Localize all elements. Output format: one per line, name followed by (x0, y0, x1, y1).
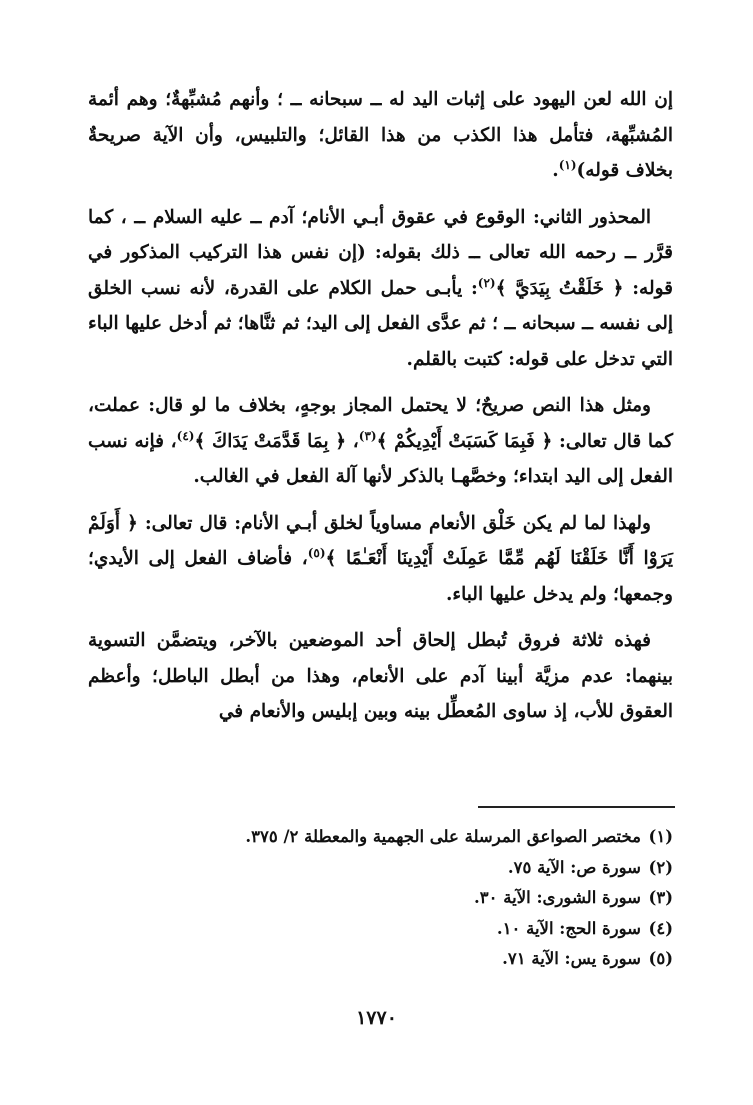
footnote-text: سورة ص: الآية ٧٥. (507, 857, 641, 877)
footnote (150, 944, 673, 975)
footnote-reference: (٤) (176, 428, 195, 443)
main-text (88, 82, 673, 741)
footnote (150, 822, 673, 853)
footnote-reference: (١) (558, 157, 577, 172)
footnote-reference: (٢) (477, 275, 496, 290)
paragraph (88, 200, 673, 378)
quran-quote: ﴿ خَلَقْتُ بِيَدَيَّ ﴾ (495, 277, 624, 299)
text-segment: ومثل هذا النص صريحٌ؛ لا يحتمل المجاز بوجهٍ، بخلاف ما لو قال: عملت، كما قال تعالى: (88, 395, 674, 452)
text-segment: . (552, 160, 559, 181)
text-segment: المحذور الثاني: الوقوع في عقوق أبـي الأنام؛ آدم ــ عليه السلام ــ ، كما قرَّر ــ رحمه الله تعالى ــ ذلك بقوله: (إن نفس هذا التركيب المذكور في قوله: (88, 206, 673, 299)
text-segment: : يأبـى حمل الكلام على القدرة، لأنه نسب الخلق إلى نفسه ــ سبحانه ــ ؛ ثم عدَّى الفعل إلى اليد؛ ثم ثنَّاها؛ ثم أدخل عليها الباء التي تدخل على قوله: كتبت بالقلم. (88, 277, 673, 370)
footnotes (150, 822, 673, 975)
footnote (150, 853, 673, 884)
footnote-number: (٢) (648, 857, 673, 877)
footnote (150, 914, 673, 945)
footnote-separator (478, 806, 675, 808)
text-segment: ، فأضاف الفعل إلى الأيدي؛ وجمعها؛ ولم يدخل عليها الباء. (88, 548, 673, 605)
footnote-number: (٤) (648, 918, 673, 938)
quran-quote: ﴿ أَوَلَمْ يَرَوْا أَنَّا خَلَقْنَا لَهُم مِّمَّا عَمِلَتْ أَيْدِينَا أَنْعَـٰمًا ﴾ (88, 512, 673, 569)
footnote (150, 883, 673, 914)
footnote-reference: (٥) (307, 545, 326, 560)
text-segment: ، فإنه نسب الفعل إلى اليد ابتداء؛ وخصَّهـا بالذكر لأنها آلة الفعل في الغالب. (88, 430, 673, 487)
footnote-number: (١) (648, 827, 673, 846)
footnote-text: مختصر الصواعق المرسلة على الجهمية والمعطلة ٢/ ٣٧٥. (245, 827, 641, 846)
paragraph (88, 388, 673, 495)
paragraph (88, 82, 673, 189)
quran-quote: ﴿ بِمَا قَدَّمَتْ يَدَاكَ ﴾ (194, 430, 347, 452)
page-number: ١٧٧٠ (356, 1007, 397, 1029)
footnote-reference: (٣) (358, 428, 377, 443)
paragraph (88, 623, 673, 730)
footnote-number: (٥) (648, 949, 673, 968)
text-segment: ، (346, 430, 359, 452)
footnote-text: سورة الشورى: الآية ٣٠. (474, 888, 641, 907)
footnote-number: (٣) (648, 888, 673, 907)
text-segment: فهذه ثلاثة فروق تُبطل إلحاق أحد الموضعين بالآخر، ويتضمَّن التسوية بينهما: عدم مزيَّة أبينا آدم على الأنعام، وهذا من أبطل الباطل؛ وأعظم العقوق للأب، إذ ساوى المُعطِّل بينه وبين إبليس والأنعام في (88, 630, 673, 722)
text-segment: ولهذا لما لم يكن خَلْق الأنعام مساوياً لخلق أبـي الأنام: قال تعالى: (137, 512, 651, 534)
paragraph (88, 506, 673, 613)
footnote-text: سورة يس: الآية ٧١. (502, 949, 641, 968)
footnote-text: سورة الحج: الآية ١٠. (496, 918, 641, 938)
quran-quote: ﴿ فَبِمَا كَسَبَتْ أَيْدِيكُمْ ﴾ (376, 430, 553, 452)
text-segment: إن الله لعن اليهود على إثبات اليد له ــ سبحانه ــ ؛ وأنهم مُشبِّهةٌ؛ وهم أئمة المُشبِّهة، فتأمل هذا الكذب من هذا القائل؛ والتلبيس، وأن الآية صريحةٌ بخلاف قوله) (88, 89, 673, 181)
